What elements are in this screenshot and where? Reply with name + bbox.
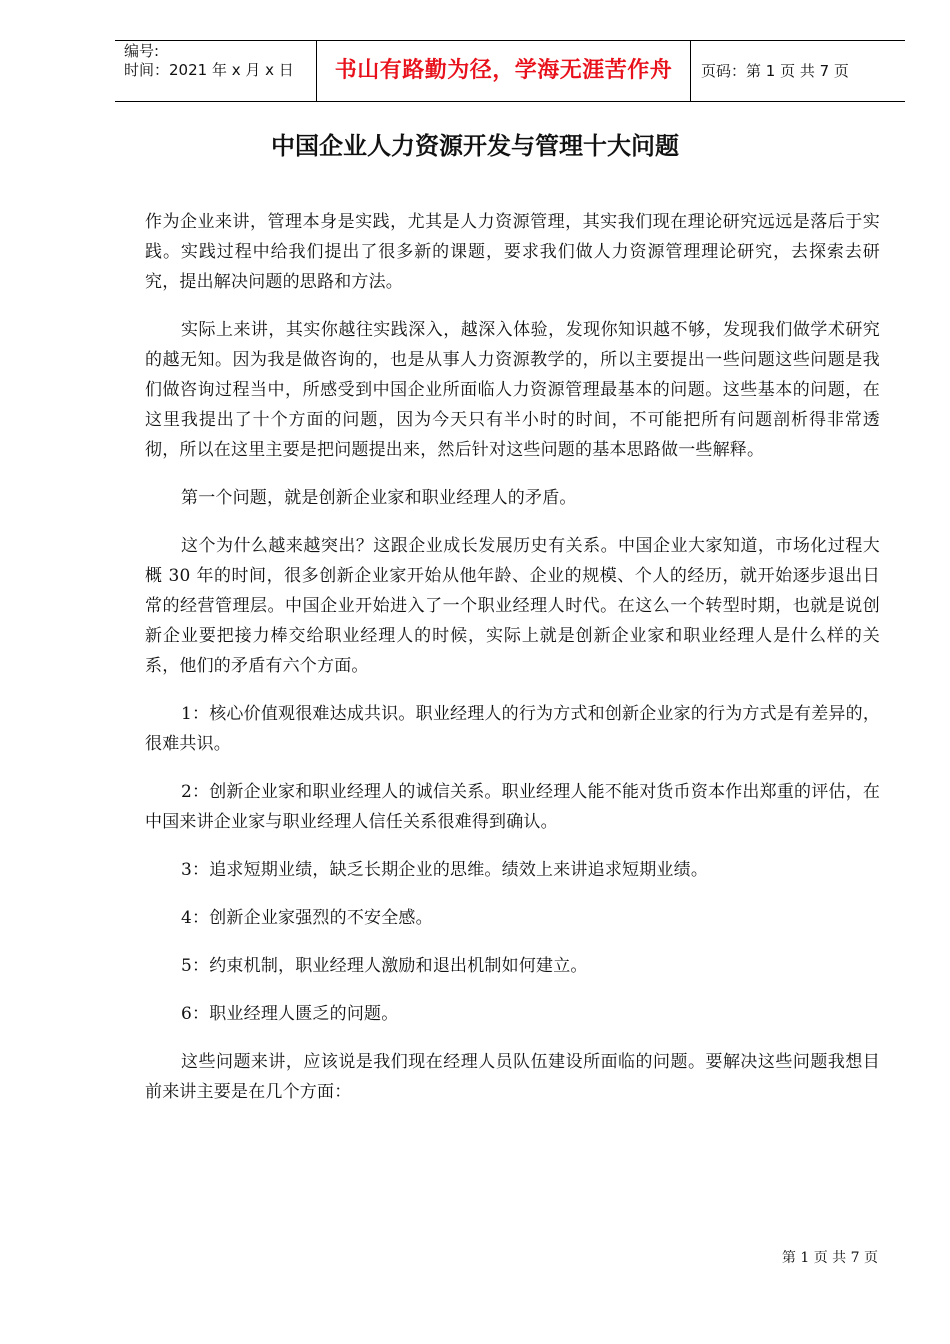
list-item: 1：核心价值观很难达成共识。职业经理人的行为方式和创新企业家的行为方式是有差异的，很难共识。	[145, 704, 881, 754]
list-item: 6：职业经理人匮乏的问题。	[181, 1004, 399, 1024]
page-code: 页码：第 1 页 共 7 页	[701, 62, 849, 80]
header-motto-cell	[317, 41, 691, 101]
list-item: 5：约束机制，职业经理人激励和退出机制如何建立。	[181, 956, 588, 976]
paragraph: 作为企业来讲，管理本身是实践，尤其是人力资源管理，其实我们现在理论研究远远是落后于实践。实践过程中给我们提出了很多新的课题，要求我们做人力资源管理理论研究，去探索去研究，提出解决问题的思路和方法。	[145, 212, 880, 292]
header-page-cell	[691, 41, 905, 101]
paragraph: 这个为什么越来越突出？这跟企业成长发展历史有关系。中国企业大家知道，市场化过程大概 30 年的时间，很多创新企业家开始从他年龄、企业的规模、个人的经历，就开始逐步退出日常的经营管理层。中国企业开始进入了一个职业经理人时代。在这么一个转型时期，也就是说创新企业要把接力棒交给职业经理人的时候，实际上就是创新企业家和职业经理人是什么样的关系，他们的矛盾有六个方面。	[145, 536, 880, 676]
document-title: 中国企业人力资源开发与管理十大问题	[271, 132, 679, 160]
paragraph: 实际上来讲，其实你越往实践深入，越深入体验，发现你知识越不够，发现我们做学术研究的越无知。因为我是做咨询的，也是从事人力资源教学的，所以主要提出一些问题这些问题是我们做咨询过程当中，所感受到中国企业所面临人力资源管理最基本的问题。这些基本的问题，在这里我提出了十个方面的问题，因为今天只有半小时的时间，不可能把所有问题剖析得非常透彻，所以在这里主要是把问题提出来，然后针对这些问题的基本思路做一些解释。	[145, 320, 880, 460]
time-label: 时间：2021 年 x 月 x 日	[124, 61, 294, 79]
page-footer: 第 1 页 共 7 页	[781, 1250, 878, 1266]
list-item: 3：追求短期业绩，缺乏长期企业的思维。绩效上来讲追求短期业绩。	[181, 860, 709, 880]
paragraph: 第一个问题，就是创新企业家和职业经理人的矛盾。	[181, 488, 577, 508]
document-body	[145, 207, 880, 1125]
number-label: 编号:	[124, 42, 160, 60]
document-header	[115, 40, 905, 102]
header-meta-cell	[115, 41, 317, 101]
list-item: 4：创新企业家强烈的不安全感。	[181, 908, 433, 928]
motto-text: 书山有路勤为径，学海无涯苦作舟	[334, 58, 673, 83]
paragraph: 这些问题来讲，应该说是我们现在经理人员队伍建设所面临的问题。要解决这些问题我想目前来讲主要是在几个方面：	[145, 1052, 880, 1102]
list-item: 2：创新企业家和职业经理人的诚信关系。职业经理人能不能对货币资本作出郑重的评估，在中国来讲企业家与职业经理人信任关系很难得到确认。	[145, 782, 881, 832]
